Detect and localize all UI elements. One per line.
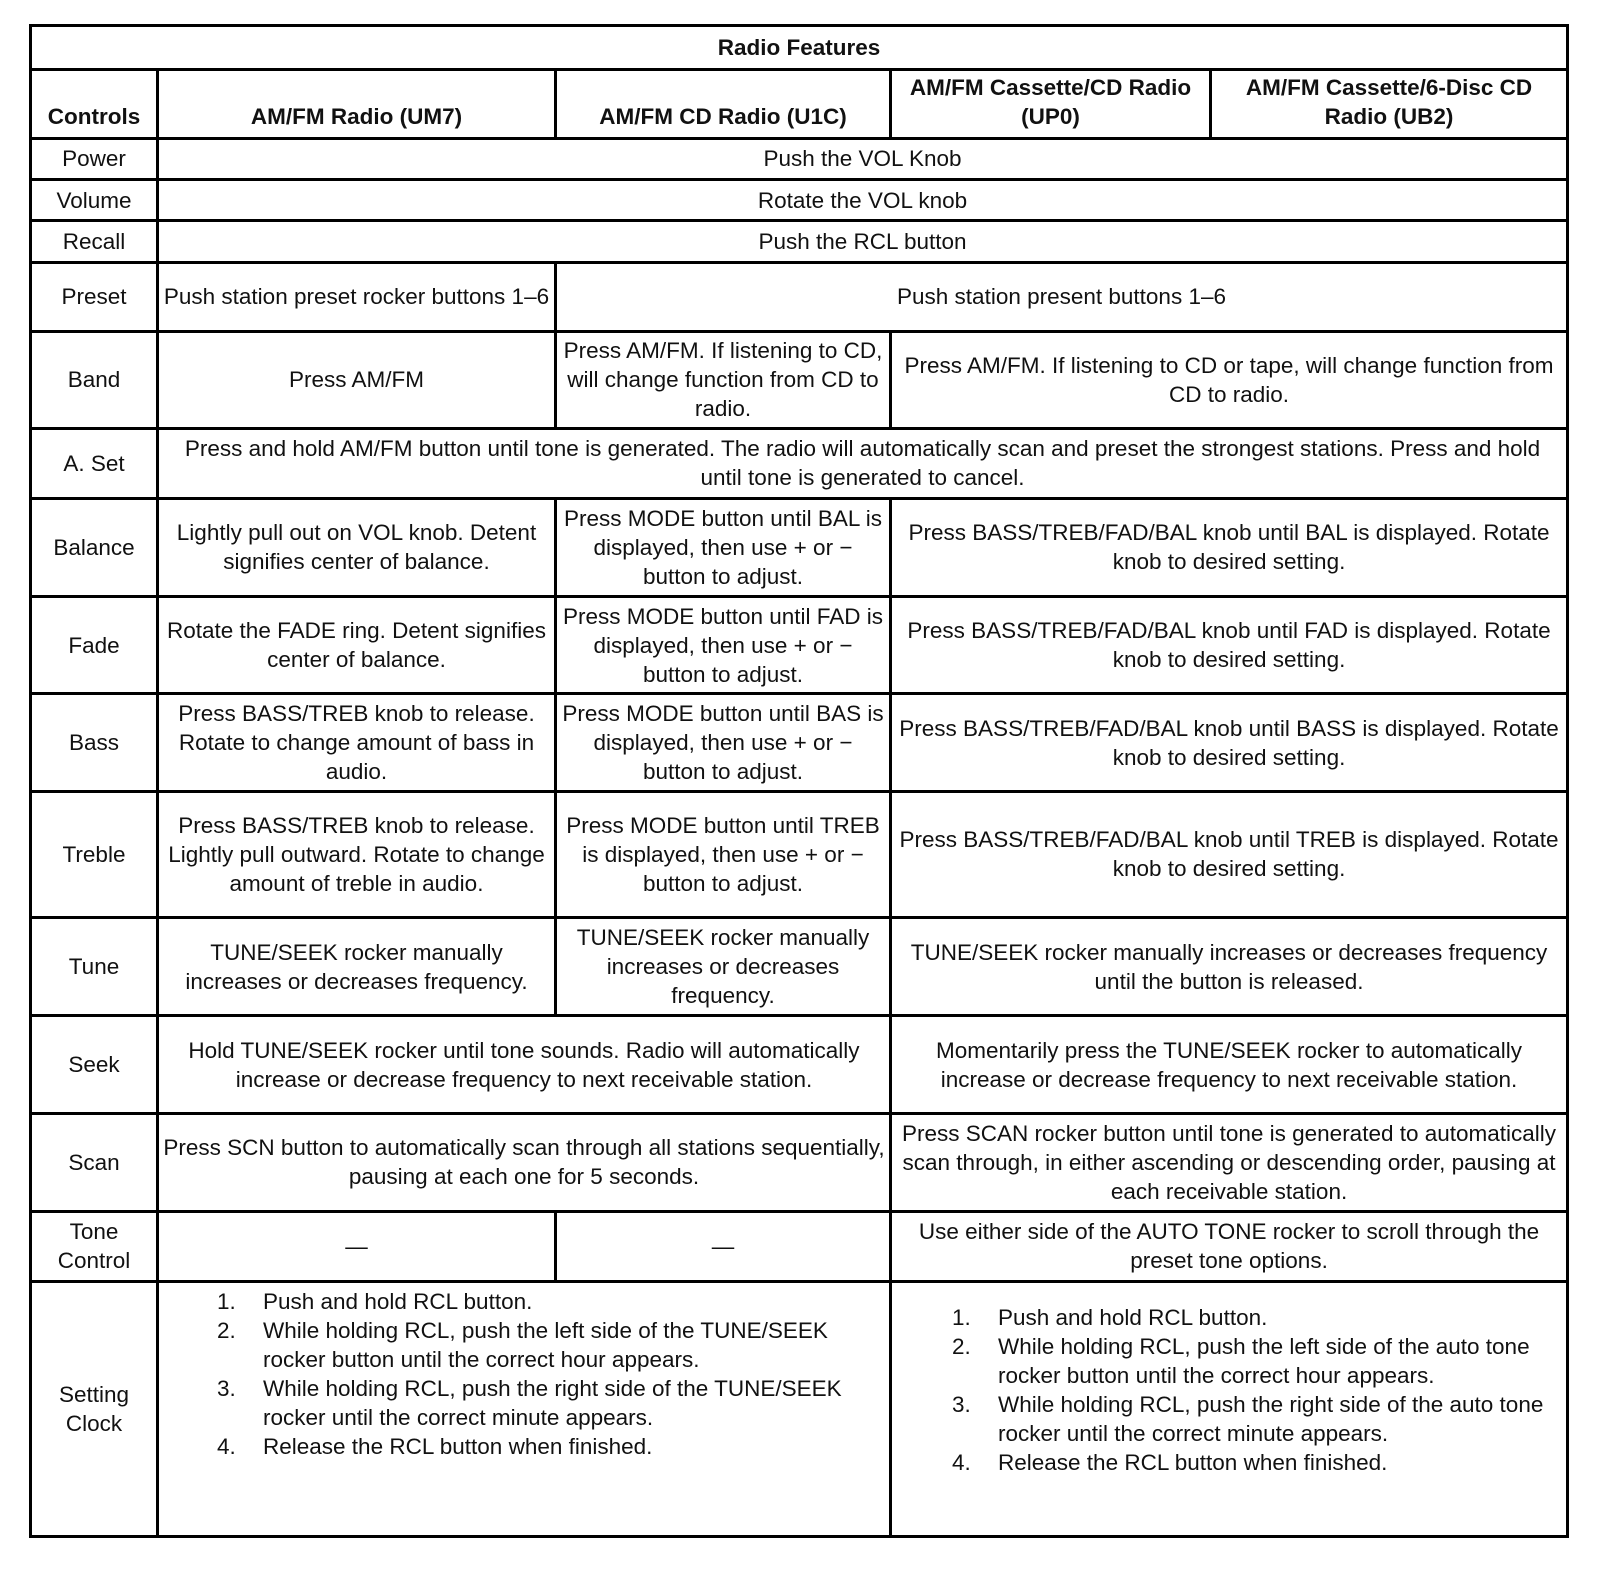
seek-up0-ub2: Momentarily press the TUNE/SEEK rocker to automatically increase or decrease frequency to next receivable station. xyxy=(891,1016,1568,1114)
balance-u1c: Press MODE button until BAL is displayed, then use + or − button to adjust. xyxy=(556,499,891,597)
header-um7: AM/FM Radio (UM7) xyxy=(158,70,556,138)
tune-u1c: TUNE/SEEK rocker manually increases or decreases frequency. xyxy=(556,917,891,1016)
band-u1c: Press AM/FM. If listening to CD, will change function from CD to radio. xyxy=(556,331,891,428)
row-label-volume: Volume xyxy=(31,179,158,220)
preset-others: Push station present buttons 1–6 xyxy=(556,262,1568,331)
band-up0-ub2: Press AM/FM. If listening to CD or tape, will change function from CD to radio. xyxy=(891,331,1568,428)
header-controls: Controls xyxy=(31,70,158,138)
header-u1c: AM/FM CD Radio (U1C) xyxy=(556,70,891,138)
tune-up0-ub2: TUNE/SEEK rocker manually increases or decreases frequency until the button is released. xyxy=(891,917,1568,1016)
balance-up0-ub2: Press BASS/TREB/FAD/BAL knob until BAL is displayed. Rotate knob to desired setting. xyxy=(891,499,1568,597)
fade-um7: Rotate the FADE ring. Detent signifies center of balance. xyxy=(158,596,556,694)
row-label-band: Band xyxy=(31,331,158,428)
fade-up0-ub2: Press BASS/TREB/FAD/BAL knob until FAD is displayed. Rotate knob to desired setting. xyxy=(891,596,1568,694)
row-label-balance: Balance xyxy=(31,499,158,597)
seek-um7-u1c: Hold TUNE/SEEK rocker until tone sounds. Radio will automatically increase or decrease frequency to next receivable station. xyxy=(158,1016,891,1114)
radio-features-table xyxy=(29,24,1569,1538)
tone-up0-ub2: Use either side of the AUTO TONE rocker to scroll through the preset tone options. xyxy=(891,1211,1568,1281)
list-item: 4. Release the RCL button when finished. xyxy=(217,1434,653,1460)
list-item: 3. While holding RCL, push the right side of the TUNE/SEEK rocker until the correct minute appears. xyxy=(217,1376,842,1431)
treble-um7: Press BASS/TREB knob to release. Lightly pull outward. Rotate to change amount of treble in audio. xyxy=(158,791,556,917)
recall-all: Push the RCL button xyxy=(158,221,1568,262)
row-label-recall: Recall xyxy=(31,221,158,262)
aset-all: Press and hold AM/FM button until tone is generated. The radio will automatically scan and preset the strongest stations. Press and hold until tone is generated to cancel. xyxy=(158,428,1568,498)
tune-um7: TUNE/SEEK rocker manually increases or decreases frequency. xyxy=(158,917,556,1016)
list-item: 1. Push and hold RCL button. xyxy=(217,1289,533,1315)
row-label-preset: Preset xyxy=(31,262,158,331)
list-item: 1. Push and hold RCL button. xyxy=(952,1305,1268,1331)
bass-up0-ub2: Press BASS/TREB/FAD/BAL knob until BASS is displayed. Rotate knob to desired setting. xyxy=(891,694,1568,792)
header-up0: AM/FM Cassette/CD Radio (UP0) xyxy=(891,70,1211,138)
bass-u1c: Press MODE button until BAS is displayed, then use + or − button to adjust. xyxy=(556,694,891,792)
row-label-tune: Tune xyxy=(31,917,158,1016)
clock-left-steps xyxy=(163,1287,885,1461)
row-label-seek: Seek xyxy=(31,1016,158,1114)
row-label-power: Power xyxy=(31,138,158,179)
clock-up0-ub2 xyxy=(891,1282,1568,1537)
tone-u1c: — xyxy=(556,1211,891,1281)
row-label-fade: Fade xyxy=(31,596,158,694)
header-ub2: AM/FM Cassette/6-Disc CD Radio (UB2) xyxy=(1211,70,1568,138)
row-label-tone-control: Tone Control xyxy=(31,1211,158,1281)
scan-um7-u1c: Press SCN button to automatically scan through all stations sequentially, pausing at each one for 5 seconds. xyxy=(158,1114,891,1212)
list-item: 2. While holding RCL, push the left side of the auto tone rocker button until the correct hour appears. xyxy=(952,1334,1530,1389)
table-title: Radio Features xyxy=(31,26,1568,70)
list-item: 2. While holding RCL, push the left side of the TUNE/SEEK rocker button until the correct hour appears. xyxy=(217,1318,828,1373)
row-label-setting-clock: Setting Clock xyxy=(31,1282,158,1537)
band-um7: Press AM/FM xyxy=(158,331,556,428)
treble-up0-ub2: Press BASS/TREB/FAD/BAL knob until TREB is displayed. Rotate knob to desired setting. xyxy=(891,791,1568,917)
scan-up0-ub2: Press SCAN rocker button until tone is generated to automatically scan through, in either ascending or descending order, pausing at each receivable station. xyxy=(891,1114,1568,1212)
clock-right-steps xyxy=(896,1303,1562,1477)
volume-all: Rotate the VOL knob xyxy=(158,179,1568,220)
preset-um7: Push station preset rocker buttons 1–6 xyxy=(158,262,556,331)
list-item: 4. Release the RCL button when finished. xyxy=(952,1450,1388,1476)
treble-u1c: Press MODE button until TREB is displayed, then use + or − button to adjust. xyxy=(556,791,891,917)
clock-um7-u1c xyxy=(158,1282,891,1537)
balance-um7: Lightly pull out on VOL knob. Detent signifies center of balance. xyxy=(158,499,556,597)
row-label-bass: Bass xyxy=(31,694,158,792)
fade-u1c: Press MODE button until FAD is displayed, then use + or − button to adjust. xyxy=(556,596,891,694)
row-label-scan: Scan xyxy=(31,1114,158,1212)
tone-um7: — xyxy=(158,1211,556,1281)
power-all: Push the VOL Knob xyxy=(158,138,1568,179)
list-item: 3. While holding RCL, push the right side of the auto tone rocker until the correct minute appears. xyxy=(952,1392,1544,1447)
row-label-treble: Treble xyxy=(31,791,158,917)
row-label-aset: A. Set xyxy=(31,428,158,498)
bass-um7: Press BASS/TREB knob to release. Rotate to change amount of bass in audio. xyxy=(158,694,556,792)
